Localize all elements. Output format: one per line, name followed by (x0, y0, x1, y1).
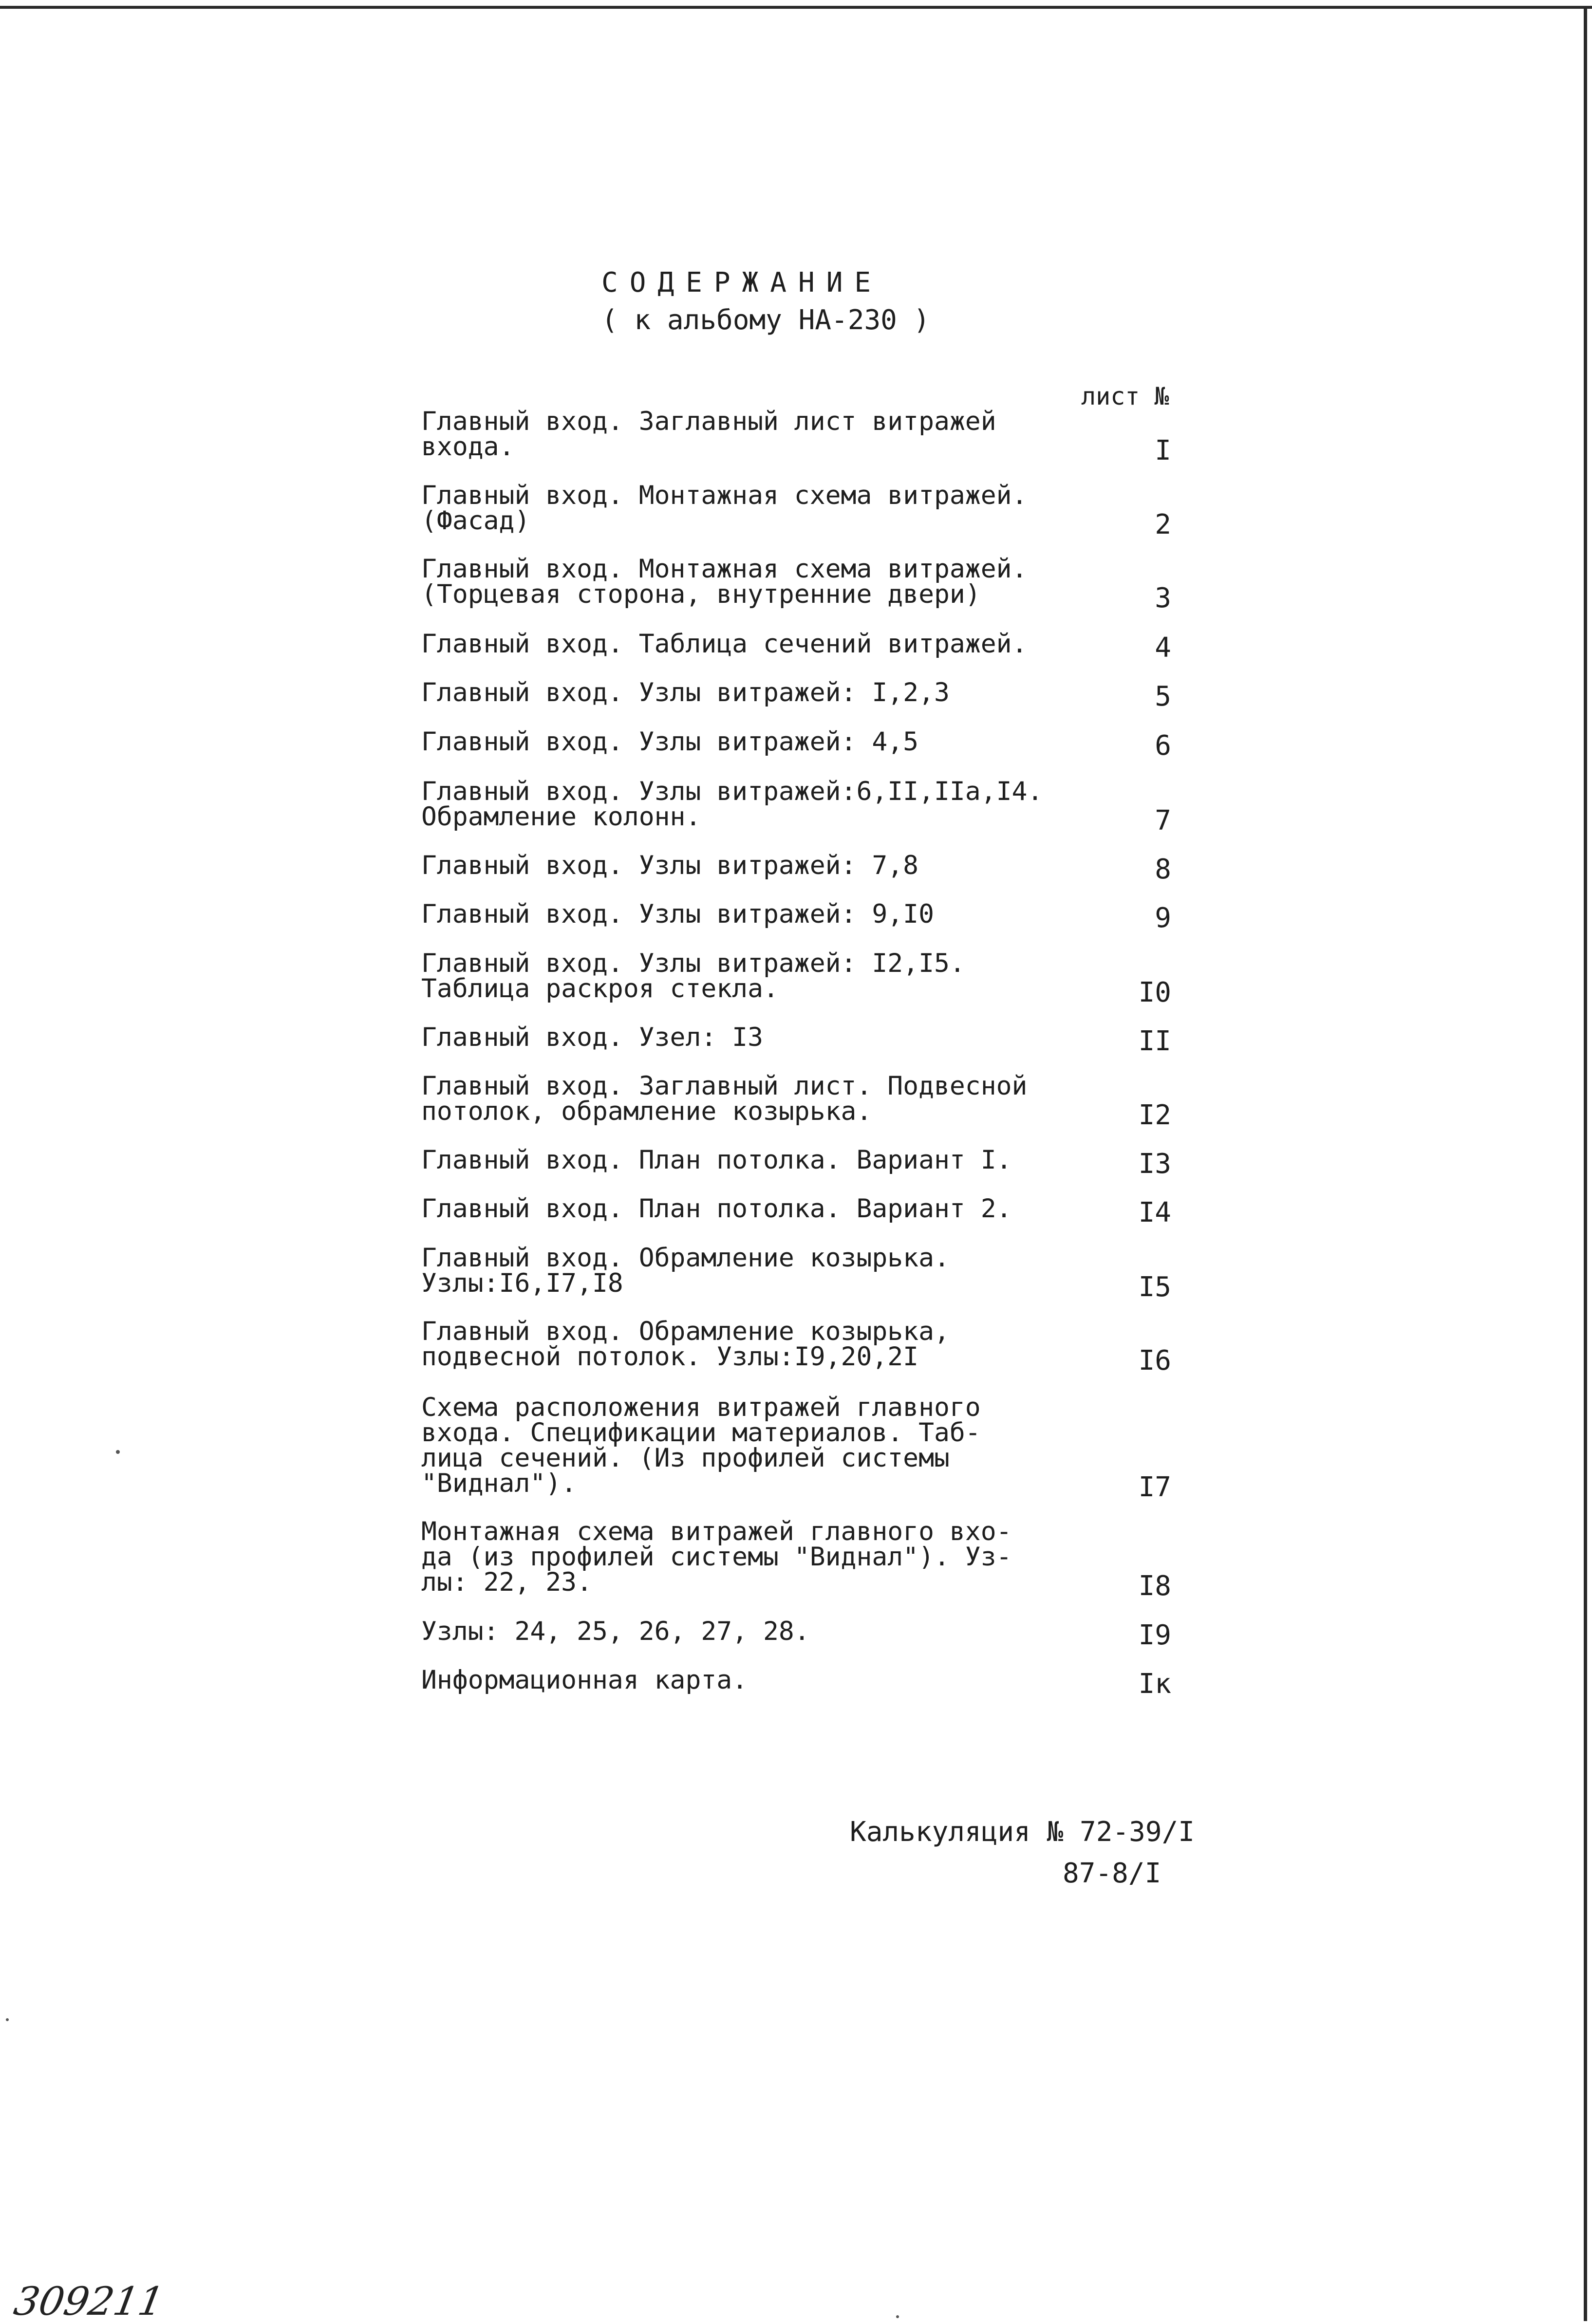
toc-entry (421, 727, 1171, 762)
toc-entry (421, 1071, 1171, 1131)
toc-entry (421, 777, 1171, 837)
toc-entry-sheet-number: I9 (1138, 1619, 1171, 1651)
toc-entry-sheet-number: 8 (1155, 854, 1171, 885)
toc-entry-sheet-number: 3 (1155, 582, 1171, 614)
toc-entry-sheet-number: I8 (1138, 1570, 1171, 1602)
toc-entry (421, 481, 1171, 540)
toc-entry-title: Главный вход. Заглавный лист витражей входа. (421, 407, 996, 462)
toc-entry-title: Главный вход. Монтажная схема витражей. (Торцевая сторона, внутренние двери) (421, 554, 1028, 609)
toc-entry (421, 948, 1171, 1008)
document-subtitle: ( к альбому НА-230 ) (601, 304, 930, 336)
toc-entry-sheet-number: I3 (1138, 1148, 1171, 1180)
toc-entry-title: Главный вход. План потолка. Вариант 2. (421, 1194, 1012, 1224)
scan-speck (6, 2018, 9, 2021)
toc-entry-title: Главный вход. Узлы витражей: I2,I5. Таблица раскроя стекла. (421, 948, 965, 1004)
scan-speck (116, 1450, 120, 1454)
toc-entry (421, 1317, 1171, 1376)
toc-entry (421, 629, 1171, 664)
handwritten-inventory-number: 309211 (10, 2279, 168, 2324)
document-title: СОДЕРЖАНИЕ (601, 267, 883, 298)
toc-entry-sheet-number: I2 (1138, 1099, 1171, 1131)
toc-entry (421, 1665, 1171, 1700)
toc-entry-sheet-number: 4 (1155, 632, 1171, 664)
toc-entry (421, 1617, 1171, 1651)
toc-entry (421, 1243, 1171, 1303)
toc-entry-sheet-number: 6 (1155, 730, 1171, 762)
toc-entry-sheet-number: 7 (1155, 805, 1171, 837)
toc-entry (421, 899, 1171, 934)
toc-entry (421, 554, 1171, 614)
page-frame-right-border (1584, 6, 1587, 2321)
toc-entry-title: Главный вход. Узлы витражей: I,2,3 (421, 678, 950, 707)
scan-speck (896, 2315, 899, 2318)
toc-entry-title: Главный вход. Заглавный лист. Подвесной потолок, обрамление козырька. (421, 1071, 1028, 1126)
toc-entry-sheet-number: I0 (1138, 977, 1171, 1008)
page-frame-top-border (0, 6, 1592, 9)
toc-entry-title: Главный вход. Обрамление козырька. Узлы:I6,I7,I8 (421, 1243, 950, 1298)
toc-entry-sheet-number: Iк (1138, 1668, 1171, 1700)
toc-entry-title: Монтажная схема витражей главного вхо- да (из профилей системы "Виднал"). Уз- лы: 22, 23. (421, 1517, 1012, 1597)
toc-entry (421, 678, 1171, 712)
toc-entry-sheet-number: II (1138, 1025, 1171, 1057)
toc-entry-title: Информационная карта. (421, 1665, 748, 1695)
toc-entry-sheet-number: 2 (1155, 509, 1171, 540)
toc-entry-title: Главный вход. План потолка. Вариант I. (421, 1145, 1012, 1175)
toc-entry-sheet-number: 5 (1155, 681, 1171, 712)
sheet-number-column-header: лист № (1081, 382, 1169, 410)
toc-entry (421, 851, 1171, 885)
toc-entry (421, 1194, 1171, 1228)
toc-entry (421, 407, 1171, 466)
toc-entry-sheet-number: I7 (1138, 1471, 1171, 1503)
calculation-reference-secondary: 87-8/I (1063, 1858, 1161, 1889)
toc-entry-title: Узлы: 24, 25, 26, 27, 28. (421, 1617, 810, 1646)
toc-entry-title: Главный вход. Узел: I3 (421, 1023, 763, 1052)
calculation-reference: Калькуляция № 72-39/I (850, 1816, 1195, 1848)
toc-entry-sheet-number: I (1155, 435, 1171, 466)
toc-entry-title: Главный вход. Монтажная схема витражей. (Фасад) (421, 481, 1028, 536)
toc-entry-sheet-number: I5 (1138, 1271, 1171, 1303)
toc-entry (421, 1393, 1171, 1503)
toc-entry (421, 1023, 1171, 1057)
toc-entry-title: Главный вход. Узлы витражей: 7,8 (421, 851, 919, 880)
toc-entry-sheet-number: 9 (1155, 902, 1171, 934)
toc-entry (421, 1517, 1171, 1602)
toc-entry-title: Главный вход. Узлы витражей: 9,I0 (421, 899, 934, 929)
toc-entry-title: Главный вход. Узлы витражей: 4,5 (421, 727, 919, 757)
toc-entry-sheet-number: I6 (1138, 1345, 1171, 1376)
toc-entry-sheet-number: I4 (1138, 1197, 1171, 1228)
toc-entry-title: Главный вход. Узлы витражей:6,II,IIа,I4. Обрамление колонн. (421, 777, 1043, 832)
toc-entry-title: Схема расположения витражей главного входа. Спецификации материалов. Таб- лица сечений. (Из профилей системы "Виднал"). (421, 1393, 981, 1498)
toc-entry (421, 1145, 1171, 1180)
toc-entry-title: Главный вход. Обрамление козырька, подвесной потолок. Узлы:I9,20,2I (421, 1317, 950, 1372)
toc-entry-title: Главный вход. Таблица сечений витражей. (421, 629, 1028, 659)
